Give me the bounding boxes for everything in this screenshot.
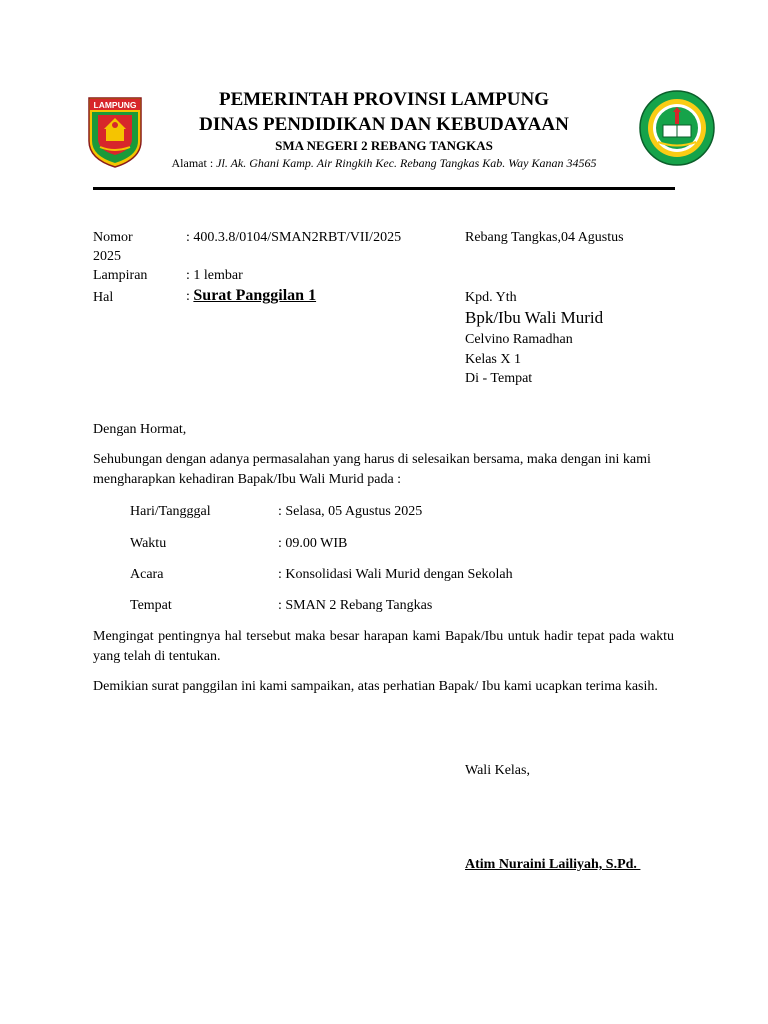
detail-label-place: Tempat — [130, 598, 172, 613]
hal-label: Hal — [93, 290, 114, 305]
letter-date-wrap: 2025 — [93, 249, 121, 264]
nomor-label: Nomor — [93, 230, 133, 245]
letterhead-line-2: DINAS PENDIDIKAN DAN KEBUDAYAAN — [199, 114, 569, 135]
letter-date: Rebang Tangkas,04 Agustus — [465, 230, 624, 245]
address-text: Jl. Ak. Ghani Kamp. Air Ringkih Kec. Rebang Tangkas Kab. Way Kanan 34565 — [216, 156, 597, 170]
hal-colon: : — [186, 289, 190, 304]
letterhead-divider — [93, 187, 675, 190]
address-label: Alamat : — [171, 156, 214, 170]
detail-value-time: : 09.00 WIB — [278, 536, 348, 551]
detail-value-place: : SMAN 2 Rebang Tangkas — [278, 598, 433, 613]
paragraph-closing: Demikian surat panggilan ini kami sampaikan, atas perhatian Bapak/ Ibu kami ucapkan terima kasih. — [93, 679, 658, 694]
paragraph-importance: Mengingat pentingnya hal tersebut maka besar harapan kami Bapak/Ibu untuk hadir tepat pada waktu yang telah di tentukan. — [93, 629, 674, 664]
detail-value-date: : Selasa, 05 Agustus 2025 — [278, 504, 423, 519]
nomor-value: : 400.3.8/0104/SMAN2RBT/VII/2025 — [186, 230, 402, 245]
greeting: Dengan Hormat, — [93, 422, 187, 437]
recipient-class: Kelas X 1 — [465, 352, 521, 367]
emblem-label: LAMPUNG — [93, 100, 137, 110]
signature-name: Atim Nuraini Lailiyah, S.Pd. — [465, 857, 641, 872]
detail-label-time: Waktu — [130, 536, 167, 551]
school-name: SMA NEGERI 2 REBANG TANGKAS — [275, 138, 493, 153]
detail-value-event: : Konsolidasi Wali Murid dengan Sekolah — [278, 567, 513, 582]
letterhead-line-1: PEMERINTAH PROVINSI LAMPUNG — [218, 89, 550, 110]
lampiran-label: Lampiran — [93, 268, 148, 283]
recipient-name: Celvino Ramadhan — [465, 332, 573, 347]
hal-value — [186, 286, 316, 306]
signature-title: Wali Kelas, — [465, 763, 530, 778]
recipient-title: Bpk/Ibu Wali Murid — [465, 308, 604, 327]
lampiran-value: : 1 lembar — [186, 268, 243, 283]
detail-label-date: Hari/Tangggal — [130, 504, 211, 519]
detail-label-event: Acara — [130, 567, 164, 582]
hal-subject: Surat Panggilan 1 — [193, 287, 317, 304]
recipient-salutation: Kpd. Yth — [465, 290, 517, 305]
paragraph-intro: Sehubungan dengan adanya permasalahan yang harus di selesaikan bersama, maka dengan ini kami mengharapkan kehadiran Bapak/Ibu Wali Murid pada : — [93, 452, 651, 487]
recipient-place: Di - Tempat — [465, 371, 533, 386]
school-logo — [638, 89, 716, 167]
